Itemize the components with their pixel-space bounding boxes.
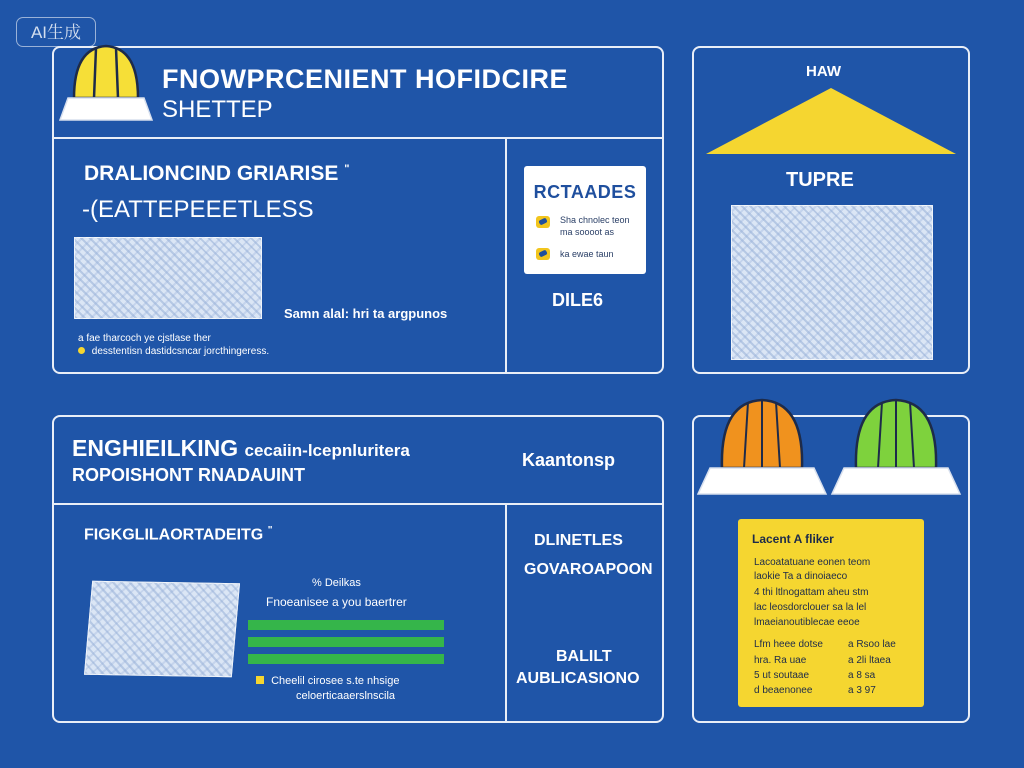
caption-right: Samn alal: hri ta argpunos <box>284 306 448 321</box>
resource-card-icon-2 <box>536 248 550 260</box>
mid-label-1: DLINETLES <box>534 532 623 549</box>
orange-hard-hat-icon <box>696 396 828 498</box>
section-heading-1-text: DRALIONCIND GRIARISE <box>84 162 339 185</box>
section-heading-2 <box>72 435 410 462</box>
warning-triangle-icon <box>704 86 958 156</box>
bottom-left-divider <box>52 503 664 505</box>
resource-card-line-2: ma soooot as <box>560 227 615 237</box>
info-card-row-3-left: 5 ut soutaae <box>754 670 810 681</box>
resource-card-title: RCTAADES <box>533 182 637 202</box>
card-label: DILE6 <box>552 290 604 310</box>
info-card-row-2-right: a 2li ltaea <box>848 655 891 666</box>
bars-note-line-2: celoerticaaerslnscila <box>296 690 396 702</box>
resource-card-line-1: Sha chnolec teon <box>560 215 630 225</box>
bottom-left-vertical-divider <box>505 504 507 723</box>
section-heading-3-mark: " <box>267 525 273 536</box>
resource-card-icon-1 <box>536 216 550 228</box>
top-left-vertical-divider <box>505 138 507 374</box>
bars-note-bullet <box>256 676 264 684</box>
mid-label-4: AUBLICASIONO <box>516 670 640 687</box>
info-card-line-2: laokie Ta a dinoiaeco <box>754 571 848 582</box>
caption-bullet <box>78 347 85 354</box>
yellow-hard-hat-icon <box>54 40 158 124</box>
caption-line-2 <box>78 346 269 357</box>
info-card-line-4: lac leosdorclouer sa la lel <box>754 602 867 613</box>
page-title <box>162 64 568 95</box>
material-sample-2 <box>731 205 933 360</box>
label-mid: TUPRE <box>786 169 854 191</box>
bars-subtitle: Fnoeanisee a you baertrer <box>266 595 407 609</box>
info-card-row-3-right: a 8 sa <box>848 670 876 681</box>
page-subtitle: SHETTEP <box>162 96 273 123</box>
section-heading-3-text: FIGKGLILAORTADEITG <box>84 526 264 544</box>
bars-title: % Deilkas <box>312 577 361 589</box>
bars-note-line-1 <box>256 675 399 687</box>
resource-card-line-3: ka ewae taun <box>560 249 614 259</box>
progress-bar-3 <box>248 654 444 664</box>
label-top: HAW <box>806 63 841 80</box>
info-card-row-4-left: d beaenonee <box>754 685 813 696</box>
mid-label-2: GOVAROAPOON <box>524 561 653 578</box>
section-heading-2-text: ENGHIEILKING <box>72 435 239 461</box>
info-card-row-4-right: a 3 97 <box>848 685 876 696</box>
progress-bar-1 <box>248 620 444 630</box>
resource-card <box>524 166 646 274</box>
right-label: Kaantonsp <box>522 450 616 470</box>
mid-label-3: BALILT <box>556 648 612 665</box>
section-heading-1 <box>84 162 349 186</box>
top-left-divider <box>52 137 664 139</box>
info-card-title: Lacent A fliker <box>752 532 834 546</box>
caption-line-2-text: desstentisn dastidcsncar jorcthingeress. <box>91 346 270 357</box>
progress-bar-2 <box>248 637 444 647</box>
page-title-line1: FNOWPRCENIENT HOFIDCIRE <box>162 64 568 94</box>
section-heading-2-line2: ROPOISHONT RNADAUINT <box>72 465 305 485</box>
caption-line-1: a fae tharcoch ye cjstlase ther <box>78 333 211 344</box>
green-hard-hat-icon <box>830 396 962 498</box>
material-sample-3 <box>84 581 240 678</box>
info-card-line-5: lmaeianoutiblecae eeoe <box>754 617 860 628</box>
ai-generated-badge: AI生成 <box>16 17 96 47</box>
info-card-row-2-left: hra. Ra uae <box>754 655 807 666</box>
info-card-row-1-right: a Rsoo lae <box>848 639 896 650</box>
info-card-line-3: 4 thi ltlnogattam aheu stm <box>754 587 869 598</box>
material-sample-1 <box>74 237 262 319</box>
section-subheading-1: -(EATTEPEEETLESS <box>82 196 314 223</box>
info-card-row-1-left: Lfm heee dotse <box>754 639 823 650</box>
bars-note-line-1-text: Cheelil cirosee s.te nhsige <box>271 675 400 687</box>
section-heading-2-suffix: cecaiin-lcepnluritera <box>244 441 410 460</box>
section-heading-1-mark: " <box>344 163 350 175</box>
section-heading-3 <box>84 525 272 544</box>
info-card-line-1: Lacoatatuane eonen teom <box>754 557 871 568</box>
info-card <box>738 519 924 707</box>
